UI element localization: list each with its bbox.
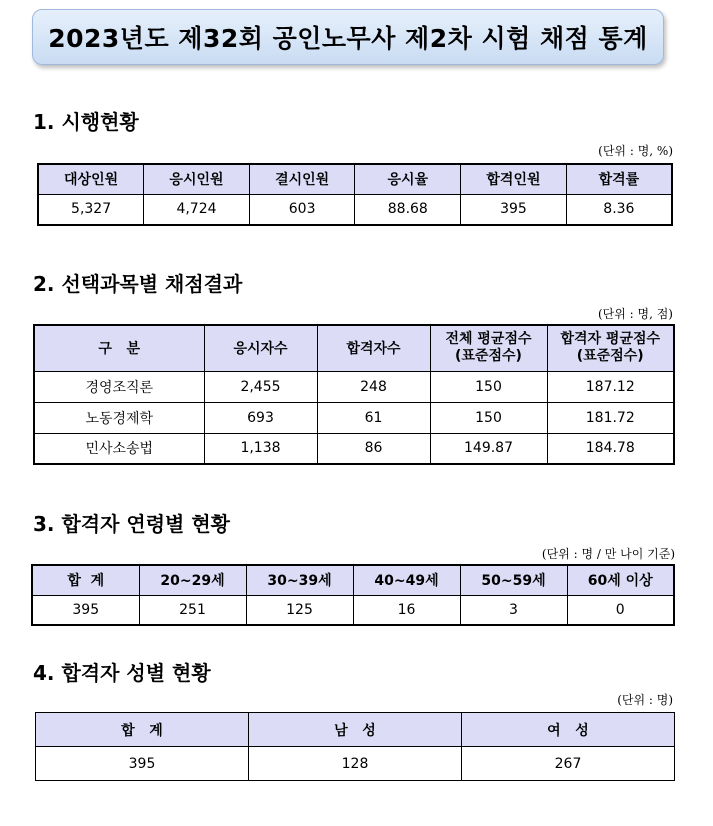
data-cell: 187.12 [547,371,674,402]
data-cell: 267 [462,747,675,781]
header-cell: 합 계 [36,713,249,747]
data-cell: 125 [246,595,353,625]
data-cell: 150 [430,371,547,402]
section-4-unit: (단위 : 명) [617,693,673,707]
data-cell: 248 [317,371,430,402]
data-cell: 1,138 [204,433,317,464]
header-cell: 합격인원 [461,164,567,194]
data-cell: 2,455 [204,371,317,402]
header-cell [547,325,674,371]
data-cell: 603 [249,194,355,225]
header-cell: 합격률 [566,164,672,194]
data-cell: 184.78 [547,433,674,464]
header-cell: 50~59세 [460,565,567,595]
data-cell: 128 [249,747,462,781]
data-cell: 5,327 [38,194,144,225]
section-1-unit: (단위 : 명, %) [598,144,673,158]
header-cell: 응시자수 [204,325,317,371]
data-cell: 150 [430,402,547,433]
data-cell: 395 [461,194,567,225]
status-table [37,163,673,226]
data-cell: 4,724 [144,194,250,225]
data-cell: 395 [32,595,139,625]
data-cell: 0 [567,595,674,625]
age-table [31,564,675,626]
data-cell: 8.36 [566,194,672,225]
section-3-unit: (단위 : 명 / 만 나이 기준) [541,547,675,561]
data-cell: 노동경제학 [34,402,204,433]
data-cell: 민사소송법 [34,433,204,464]
title-banner [32,9,664,65]
header-line: 합격자 평균점수 [560,331,661,348]
header-cell: 합 계 [32,565,139,595]
data-cell: 3 [460,595,567,625]
data-cell: 경영조직론 [34,371,204,402]
header-cell: 20~29세 [139,565,246,595]
gender-table [35,712,675,781]
page-title: 2023년도 제32회 공인노무사 제2차 시험 채점 통계 [48,24,648,53]
section-1-heading: 1. 시행현황 [33,110,139,134]
data-cell: 16 [353,595,460,625]
header-line: (표준점수) [576,348,644,365]
header-cell: 30~39세 [246,565,353,595]
data-cell: 88.68 [355,194,461,225]
section-2-heading: 2. 선택과목별 채점결과 [33,272,243,296]
section-4-heading: 4. 합격자 성별 현황 [33,661,211,685]
header-cell: 여 성 [462,713,675,747]
data-cell: 86 [317,433,430,464]
data-cell: 693 [204,402,317,433]
subject-table [33,324,675,465]
header-cell: 남 성 [249,713,462,747]
header-line: (표준점수) [455,348,522,365]
data-cell: 61 [317,402,430,433]
header-cell [430,325,547,371]
header-line: 전체 평균점수 [445,331,532,348]
section-2-unit: (단위 : 명, 점) [597,307,673,321]
data-cell: 251 [139,595,246,625]
header-cell: 응시인원 [144,164,250,194]
data-cell: 149.87 [430,433,547,464]
header-cell: 40~49세 [353,565,460,595]
data-cell: 181.72 [547,402,674,433]
header-cell: 대상인원 [38,164,144,194]
header-cell: 구 분 [34,325,204,371]
header-cell: 합격자수 [317,325,430,371]
section-3-heading: 3. 합격자 연령별 현황 [33,512,230,536]
header-cell: 응시율 [355,164,461,194]
header-cell: 60세 이상 [567,565,674,595]
header-cell: 결시인원 [249,164,355,194]
data-cell: 395 [36,747,249,781]
